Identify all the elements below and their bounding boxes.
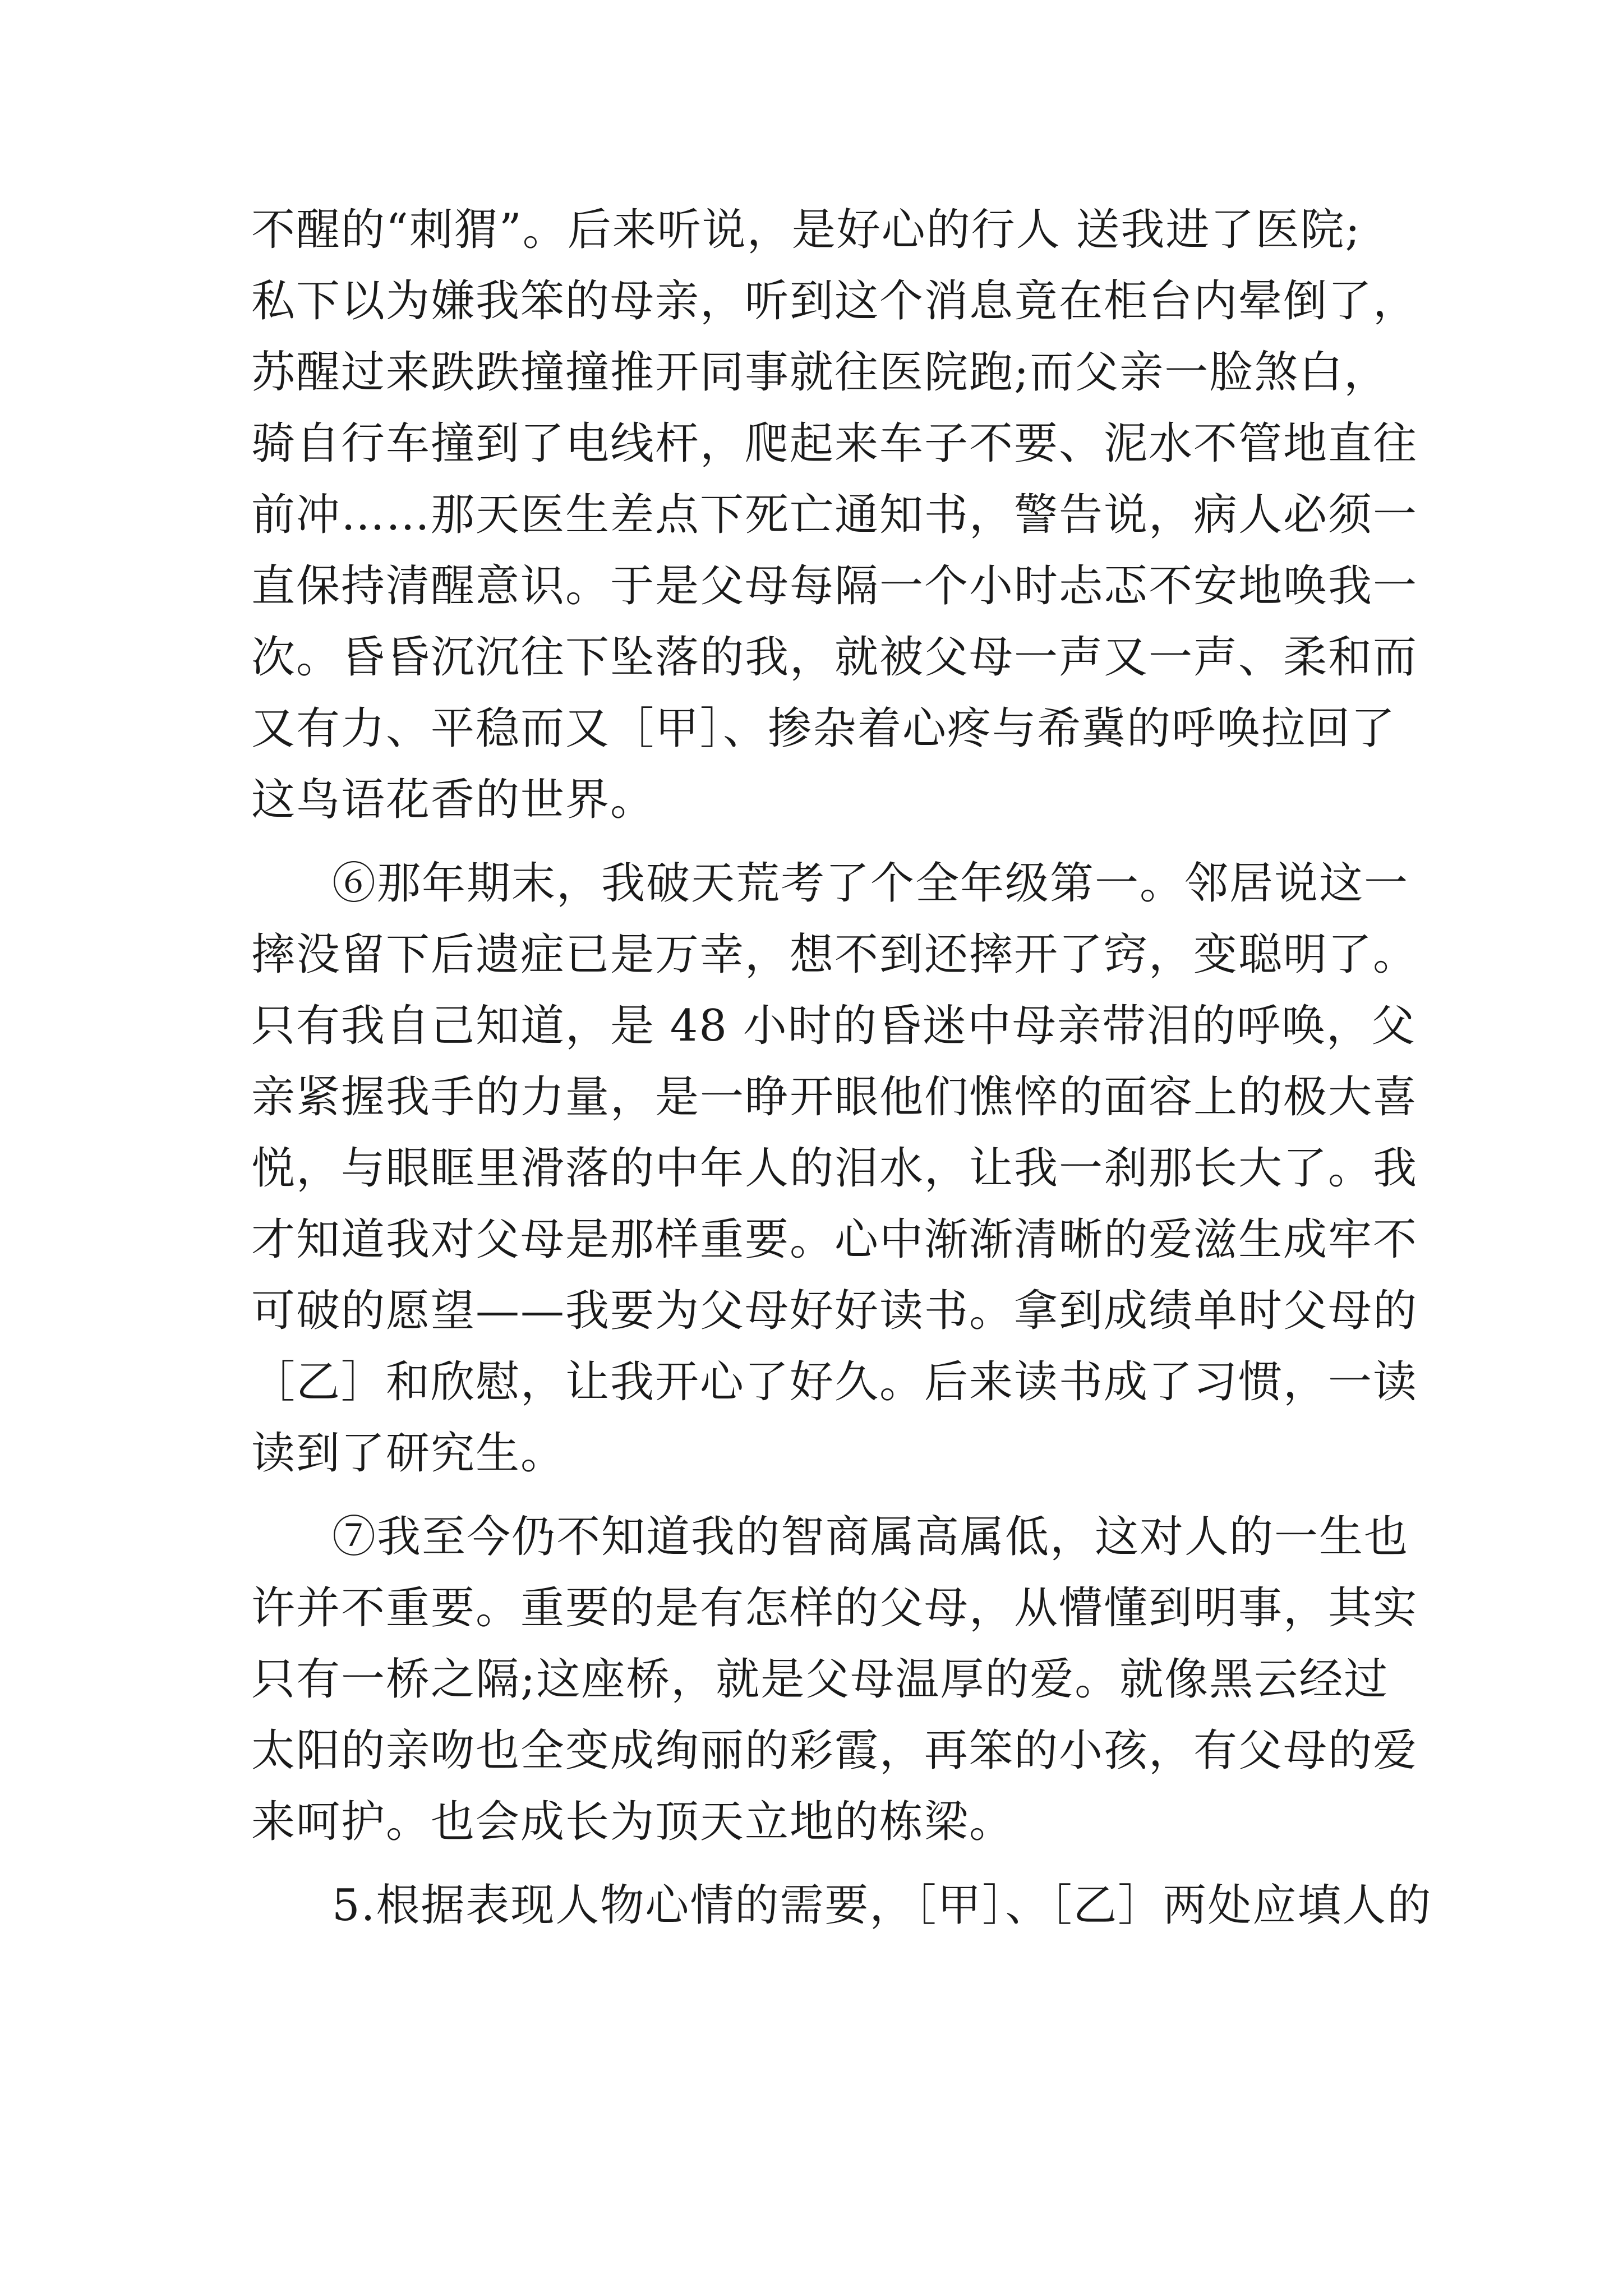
text-line: 次。昏昏沉沉往下坠落的我，就被父母一声又一声、柔和而 [251, 632, 1418, 683]
paragraph-7-first-line: ⑦我至今仍不知道我的智商属高属低，这对人的一生也 [332, 1512, 1409, 1562]
text-line: 不醒的“刺猬”。后来听说，是好心的行人 送我进了医院; [251, 205, 1361, 255]
paragraph-6-first-line: ⑥那年期末，我破天荒考了个全年级第一。邻居说这一 [332, 858, 1409, 909]
question-5-line: 5.根据表现人物心情的需要，［甲］、［乙］两处应填人的 [332, 1880, 1432, 1931]
text-line: 这鸟语花香的世界。 [251, 775, 656, 825]
text-line: 又有力、平稳而又［甲］、掺杂着心疼与希冀的呼唤拉回了 [251, 703, 1396, 754]
text-line: 私下以为嫌我笨的母亲，听到这个消息竟在柜台内晕倒了， [251, 276, 1418, 326]
text-line: 许并不重要。重要的是有怎样的父母，从懵懂到明事，其实 [251, 1583, 1418, 1634]
text-line: 可破的愿望——我要为父母好好读书。拿到成绩单时父母的 [251, 1286, 1418, 1336]
text-line: ［乙］和欣慰，让我开心了好久。后来读书成了习惯，一读 [251, 1357, 1418, 1407]
text-line: 前冲……那天医生差点下死亡通知书，警告说，病人必须一 [251, 490, 1418, 540]
text-line: 才知道我对父母是那样重要。心中渐渐清晰的爱滋生成牢不 [251, 1214, 1418, 1265]
text-line: 悦，与眼眶里滑落的中年人的泪水，让我一刹那长大了。我 [251, 1143, 1418, 1194]
text-line: 亲紧握我手的力量，是一睁开眼他们憔悴的面容上的极大喜 [251, 1072, 1418, 1122]
text-line: 只有一桥之隔;这座桥，就是父母温厚的爱。就像黑云经过 [251, 1654, 1389, 1705]
text-line: 苏醒过来跌跌撞撞推开同事就往医院跑;而父亲一脸煞白， [251, 347, 1389, 398]
text-line: 太阳的亲吻也全变成绚丽的彩霞，再笨的小孩，有父母的爱 [251, 1726, 1418, 1776]
text-line: 摔没留下后遗症已是万幸，想不到还摔开了窍，变聪明了。 [251, 930, 1418, 980]
text-line: 来呵护。也会成长为顶天立地的栋梁。 [251, 1797, 1015, 1847]
text-line: 骑自行车撞到了电线杆，爬起来车子不要、泥水不管地直往 [251, 418, 1418, 469]
text-line: 直保持清醒意识。于是父母每隔一个小时忐忑不安地唤我一 [251, 561, 1418, 611]
text-line: 读到了研究生。 [251, 1428, 566, 1479]
text-line: 只有我自己知道，是 48 小时的昏迷中母亲带泪的呼唤，父 [251, 1001, 1416, 1051]
